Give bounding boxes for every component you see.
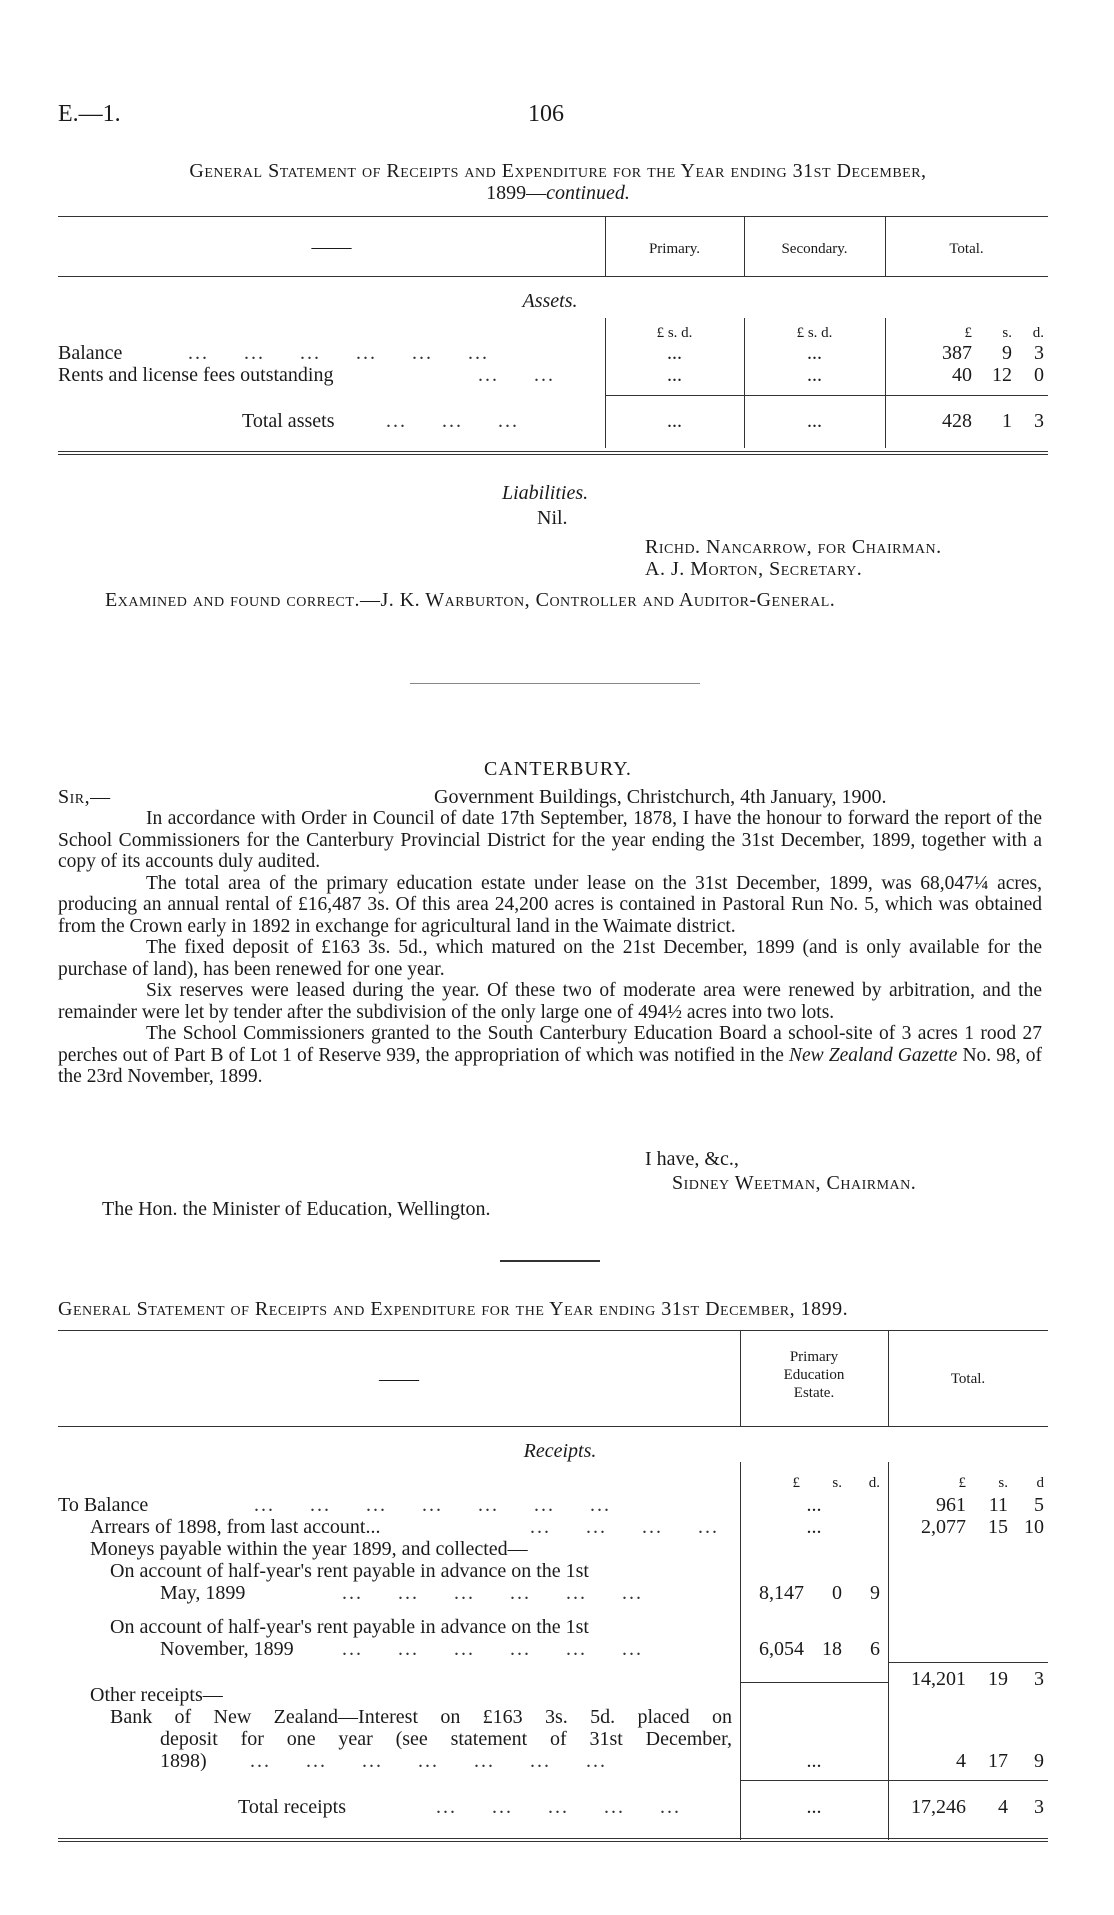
total-pence: 3: [1034, 342, 1044, 364]
primary-column-header: Primary.: [648, 241, 701, 257]
total-shillings: 4: [998, 1796, 1008, 1818]
total-shillings: 19: [988, 1668, 1008, 1690]
primary-value: ...: [806, 1750, 822, 1772]
row-label: To Balance: [58, 1494, 149, 1516]
table-bottom-rule: [58, 454, 1048, 455]
section-divider: [500, 1260, 600, 1262]
letter-heading: CANTERBURY.: [484, 758, 632, 780]
label-column-header: ——: [379, 1368, 419, 1390]
assets-statement-subtitle: [58, 182, 1058, 204]
row-label: Balance: [58, 342, 123, 364]
liabilities-value: Nil.: [537, 507, 568, 529]
letter-closing: I have, &c.,: [645, 1148, 739, 1170]
total-pounds: 2,077: [921, 1516, 966, 1538]
paragraph-text: No. 98, of the 23rd November, 1899.: [58, 1044, 1042, 1087]
row-label: Arrears of 1898, from last account...: [90, 1516, 381, 1538]
total-pounds-header: £: [964, 325, 972, 341]
receipts-statement-title: General Statement of Receipts and Expenditure for the Year ending 31st December, 1899.: [58, 1298, 849, 1320]
letter-paragraph: The fixed deposit of £163 3s. 5d., which matured on the 21st December, 1899 (and is only available for the purchase of land), has been renewed for one year.: [58, 937, 1042, 980]
total-column-header: Total.: [949, 241, 984, 257]
leader-dots: ... ... ... ... ... ...: [342, 1582, 643, 1604]
letter-address: Government Buildings, Christchurch, 4th January, 1900.: [434, 786, 887, 808]
letter-signature: Sidney Weetman, Chairman.: [672, 1172, 917, 1194]
row-label: Rents and license fees outstanding: [58, 364, 334, 386]
leader-dots: ... ... ... ... ... ... ...: [254, 1494, 611, 1516]
primary-value: ...: [667, 342, 682, 364]
total-pence: 9: [1034, 1750, 1044, 1772]
secondary-column-header: Secondary.: [781, 241, 848, 257]
receipts-heading: Receipts.: [523, 1440, 597, 1462]
total-pounds: 961: [936, 1494, 966, 1516]
total-shillings: 17: [988, 1750, 1008, 1772]
col-divider: [888, 1462, 889, 1840]
row-label-continued: May, 1899: [160, 1582, 246, 1604]
row-label-continued: 1898): [160, 1750, 207, 1772]
subtotal-rule: [740, 1682, 888, 1683]
table-header-rule: [58, 276, 1048, 277]
leader-dots: ... ... ... ...: [530, 1516, 719, 1538]
total-column-header: Total.: [950, 1371, 986, 1387]
letter-paragraph: Six reserves were leased during the year. Of these two of moderate area were renewed by arbitration, and the remainder were let by tender after the subdivision of the only large one of 494½ acres into two lots.: [58, 980, 1042, 1023]
header-line: Primary: [789, 1349, 839, 1365]
total-pounds: 40: [952, 364, 972, 386]
total-pounds: 428: [942, 410, 972, 432]
subtotal-rule: [605, 395, 1048, 396]
total-pounds: 4: [956, 1750, 966, 1772]
subtotal-rule: [888, 1662, 1048, 1663]
table-bottom-rule: [58, 451, 1048, 452]
letter-paragraph: The total area of the primary education estate under lease on the 31st December, 1899, was 68,047¼ acres, producing an annual rental of £16,487 3s. Of this area 24,200 acres is contained in Pastoral Run No. 5, which was obtained from the Crown early in 1892 in exchange for agricultural land in the Waimate district.: [58, 872, 1042, 937]
leader-dots: ... ... ... ... ...: [436, 1796, 681, 1818]
leader-dots: ... ... ... ... ... ... ...: [250, 1750, 607, 1772]
row-label: On account of half-year's rent payable in advance on the 1st: [110, 1616, 589, 1638]
primary-value: ...: [806, 1494, 822, 1516]
leader-dots: ... ...: [478, 364, 555, 386]
total-pence: 5: [1034, 1494, 1044, 1516]
auditor-note: Examined and found correct.—J. K. Warburton, Controller and Auditor-General.: [105, 589, 836, 611]
table-top-rule: [58, 216, 1048, 217]
primary-pounds: 8,147: [759, 1582, 804, 1604]
total-pounds: 387: [942, 342, 972, 364]
primary-total: ...: [667, 410, 682, 432]
row-label: On account of half-year's rent payable in advance on the 1st: [110, 1560, 589, 1582]
primary-total: ...: [806, 1796, 822, 1818]
total-label: Total assets: [242, 410, 335, 432]
primary-pence: 9: [870, 1582, 880, 1604]
row-label-continued: deposit for one year (see statement of 31st December,: [160, 1728, 732, 1750]
total-pence-header: d: [1036, 1475, 1044, 1491]
table-bottom-rule: [58, 1841, 1048, 1842]
page-number: 106: [528, 101, 564, 127]
total-pounds-header: £: [958, 1475, 966, 1491]
total-pence: 0: [1034, 364, 1044, 386]
row-label: Other receipts—: [90, 1684, 223, 1706]
primary-pounds: 6,054: [759, 1638, 804, 1660]
leader-dots: ... ... ...: [386, 410, 519, 432]
primary-shillings-header: s.: [832, 1475, 842, 1491]
letter-body: [58, 808, 1042, 1088]
total-shillings: 9: [1002, 342, 1012, 364]
secondary-total: ...: [807, 410, 822, 432]
subtitle-plain: 1899—: [486, 182, 547, 204]
total-shillings: 11: [988, 1494, 1008, 1516]
secondary-currency-header: £ s. d.: [796, 325, 833, 341]
primary-estate-column-header: [740, 1348, 888, 1402]
header-line: Education: [783, 1367, 845, 1383]
table-bottom-rule: [58, 1838, 1048, 1839]
primary-currency-header: £ s. d.: [656, 325, 693, 341]
primary-shillings: 18: [822, 1638, 842, 1660]
total-label: Total receipts: [238, 1796, 346, 1818]
total-pounds: 17,246: [911, 1796, 966, 1818]
total-pence-header: d.: [1032, 325, 1044, 341]
total-pounds: 14,201: [911, 1668, 966, 1690]
row-label-continued: November, 1899: [160, 1638, 294, 1660]
total-shillings: 12: [992, 364, 1012, 386]
primary-pence-header: d.: [868, 1475, 880, 1491]
leader-dots: ... ... ... ... ... ...: [342, 1638, 643, 1660]
total-shillings: 1: [1002, 410, 1012, 432]
header-line: Estate.: [793, 1385, 835, 1401]
total-shillings-header: s.: [1002, 325, 1012, 341]
table-header-rule: [58, 1426, 1048, 1427]
subtitle-italic: continued.: [546, 182, 630, 204]
secretary-signature: A. J. Morton, Secretary.: [645, 558, 863, 580]
primary-pence: 6: [870, 1638, 880, 1660]
leader-dots: ... ... ... ... ... ...: [188, 342, 489, 364]
assets-heading: Assets.: [522, 290, 578, 312]
secondary-value: ...: [807, 364, 822, 386]
row-label: Bank of New Zealand—Interest on £163 3s. 5d. placed on: [110, 1706, 732, 1728]
primary-pounds-header: £: [792, 1475, 800, 1491]
paragraph-text: The School Commissioners granted to the South Canterbury Education Board a school-site of 3 acres 1 rood 27 perches out of Part B of Lot 1 of Reserve 939, the appropriation of which was notified in the: [58, 1023, 1042, 1066]
col-divider: [885, 318, 886, 448]
total-shillings-header: s.: [998, 1475, 1008, 1491]
page-section-code: E.—1.: [58, 101, 121, 127]
section-divider: [410, 683, 700, 684]
primary-value: ...: [806, 1516, 822, 1538]
total-pence: 3: [1034, 1668, 1044, 1690]
row-label: Moneys payable within the year 1899, and collected—: [90, 1538, 528, 1560]
letter-paragraph: In accordance with Order in Council of date 17th September, 1878, I have the honour to forward the report of the School Commissioners for the Canterbury Provincial District for the year ending the 31st December, 1899, together with a copy of its accounts duly audited.: [58, 808, 1042, 872]
subtotal-rule: [740, 1780, 1048, 1781]
gazette-title: New Zealand Gazette: [789, 1044, 958, 1066]
primary-shillings: 0: [832, 1582, 842, 1604]
total-pence: 3: [1034, 1796, 1044, 1818]
assets-statement-title: General Statement of Receipts and Expenditure for the Year ending 31st December,: [189, 160, 927, 182]
primary-value: ...: [667, 364, 682, 386]
liabilities-heading: Liabilities.: [502, 482, 589, 504]
total-pence: 3: [1034, 410, 1044, 432]
label-column-header: ——: [311, 236, 352, 258]
letter-salutation: Sir,—: [58, 786, 111, 808]
total-pence: 10: [1024, 1516, 1044, 1538]
letter-recipient: The Hon. the Minister of Education, Wellington.: [102, 1198, 491, 1220]
letter-paragraph: [58, 1023, 1042, 1088]
table-top-rule: [58, 1330, 1048, 1331]
total-shillings: 15: [988, 1516, 1008, 1538]
chairman-signature: Richd. Nancarrow, for Chairman.: [645, 536, 942, 558]
secondary-value: ...: [807, 342, 822, 364]
